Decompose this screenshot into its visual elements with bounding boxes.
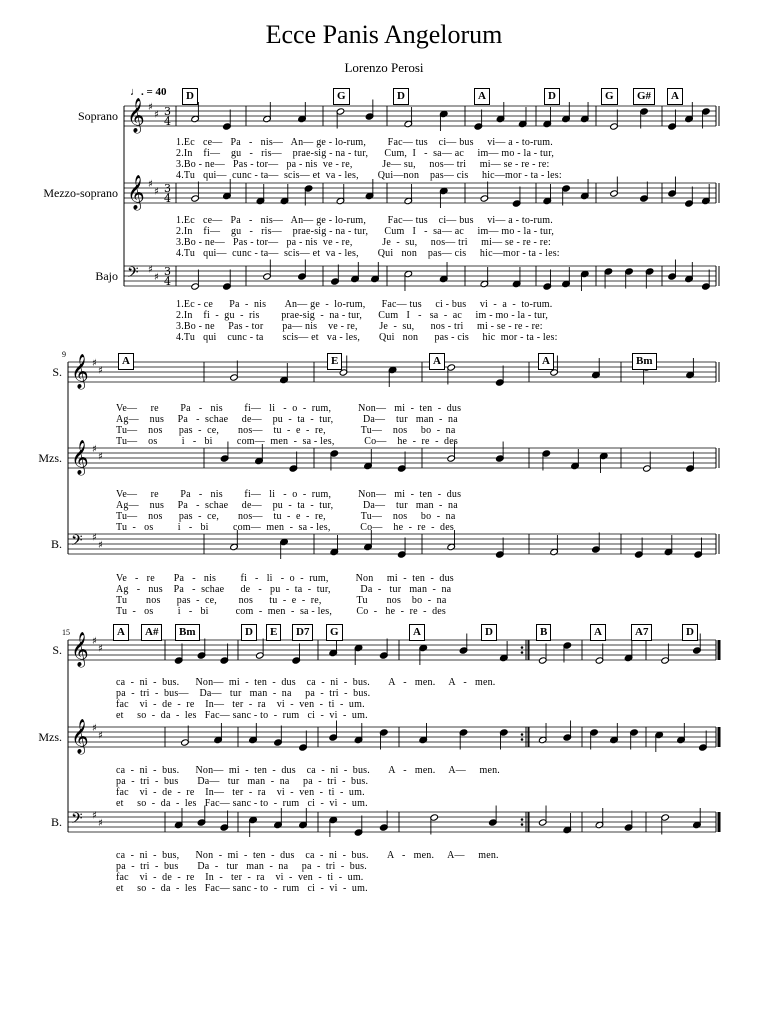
sharp-sign: ♯ bbox=[98, 365, 103, 377]
chord-symbol: A bbox=[667, 88, 683, 105]
bass-clef: 𝄢 bbox=[71, 810, 83, 831]
chord-symbol: A bbox=[590, 624, 606, 641]
lyric-line: Ag - nus Pa - schae de - pu - ta - tur, Da - tur man - na bbox=[116, 584, 452, 595]
measure-number: 9 bbox=[62, 350, 66, 359]
lyric-line: 3.Bo - ne Pas - tor pa— nis ve - re, Je - su, nos - tri mi - se - re - re: bbox=[176, 321, 543, 332]
lyric-line: 2.In fi - gu - ris prae-sig - na - tur, Cum I - sa - ac im - mo - la - tur, bbox=[176, 310, 549, 321]
chord-symbol: E bbox=[327, 353, 342, 370]
chord-symbol: A bbox=[118, 353, 134, 370]
lyric-line: ca - ni - bus, Non - mi - ten - dus ca - ni - bus. A - men. A— men. bbox=[116, 850, 499, 861]
lyric-line: ca - ni - bus. Non— mi - ten - dus ca - ni - bus. A - men. A - men. bbox=[116, 677, 496, 688]
treble-clef: 𝄞 bbox=[71, 719, 89, 754]
lyric-line: fac vi - de - re In— ter - ra vi - ven - ti - um. bbox=[116, 699, 365, 710]
sharp-sign: ♯ bbox=[92, 532, 97, 544]
repeat-dot bbox=[521, 818, 524, 821]
lyric-line: 3.Bo - ne— Pas - tor— pa - nis ve - re, Je - su, nos— tri mi— se - re - re: bbox=[176, 237, 551, 248]
chord-symbol: E bbox=[266, 624, 281, 641]
repeat-dot bbox=[521, 646, 524, 649]
time-signature: 3 bbox=[164, 105, 171, 118]
lyric-line: Tu - os i - bi com— men - sa - les, Co— he - re - des bbox=[116, 522, 454, 533]
lyric-line: Ve— re Pa - nis fi— li - o - rum, Non— mi - ten - dus bbox=[116, 403, 462, 414]
chord-symbol: D bbox=[241, 624, 257, 641]
lyric-line: 1.Ec ce— Pa - nis— An— ge - lo-rum, Fac— tus ci— bus vi— a - to-rum. bbox=[176, 137, 553, 148]
chord-symbol: B bbox=[536, 624, 551, 641]
chord-symbol: D bbox=[544, 88, 560, 105]
lyric-line: Tu— nos pas - ce, nos— tu - e - re, Tu— nos bo - na bbox=[116, 511, 456, 522]
lyric-line: Tu - os i - bi com - men - sa - les, Co - he - re - des bbox=[116, 606, 447, 617]
lyric-line: 3.Bo - ne— Pas - tor— pa - nis ve - re, Je— su, nos— tri mi— se - re - re: bbox=[176, 159, 550, 170]
treble-clef: 𝄞 bbox=[71, 440, 89, 475]
repeat-dot bbox=[521, 738, 524, 741]
chord-symbol: A bbox=[474, 88, 490, 105]
lyric-line: Ag— nus Pa - schae de— pu - ta - tur, Da— tur man - na bbox=[116, 500, 458, 511]
sharp-sign: ♯ bbox=[98, 730, 103, 742]
sharp-sign: ♯ bbox=[92, 810, 97, 822]
sharp-sign: ♯ bbox=[98, 643, 103, 655]
chord-symbol: A bbox=[429, 353, 445, 370]
lyric-line: fac vi - de - re In— ter - ra vi - ven - ti - um. bbox=[116, 787, 365, 798]
chord-symbol: A7 bbox=[631, 624, 652, 641]
lyric-line: pa - tri - bus Da— tur man - na pa - tri - bus. bbox=[116, 776, 369, 787]
tempo-marking: ♩. = 40 bbox=[130, 86, 167, 98]
time-signature: 4 bbox=[164, 192, 171, 205]
chord-symbol: D bbox=[182, 88, 198, 105]
treble-clef: 𝄞 bbox=[127, 175, 145, 210]
chord-symbol: D bbox=[393, 88, 409, 105]
lyric-line: 1.Ec ce— Pa - nis— An— ge - lo-rum, Fac— tus ci— bus vi— a - to-rum. bbox=[176, 215, 553, 226]
sharp-sign: ♯ bbox=[98, 451, 103, 463]
lyric-line: 2.In fi— gu - ris— prae-sig - na - tur, Cum I - sa— ac im— mo - la - tur, bbox=[176, 226, 555, 237]
measure-number: 15 bbox=[62, 628, 70, 637]
part-label: Mzs. bbox=[38, 730, 62, 744]
lyric-line: 2.In fi— gu - ris— prae-sig - na - tur, Cum, I - sa— ac im— mo - la - tur, bbox=[176, 148, 555, 159]
sharp-sign: ♯ bbox=[92, 358, 97, 369]
sharp-sign: ♯ bbox=[154, 186, 159, 198]
bass-clef: 𝄢 bbox=[127, 264, 139, 285]
time-signature: 3 bbox=[164, 265, 171, 278]
sharp-sign: ♯ bbox=[98, 818, 103, 829]
lyric-line: et so - da - les Fac— sanc - to - rum ci - vi - um. bbox=[116, 883, 368, 894]
lyric-line: 4.Tu qui cunc - ta scis— et va - les, Qui non pas - cis hic mor - ta - les: bbox=[176, 332, 558, 343]
score-title: Ecce Panis Angelorum bbox=[265, 20, 503, 49]
time-signature: 4 bbox=[164, 275, 171, 288]
chord-symbol: G bbox=[601, 88, 618, 105]
part-label: S. bbox=[52, 365, 62, 379]
chord-symbol: G# bbox=[633, 88, 655, 105]
chord-symbol: G bbox=[333, 88, 350, 105]
part-label: S. bbox=[52, 643, 62, 657]
lyric-line: Ag— nus Pa - schae de— pu - ta - tur, Da— tur man - na bbox=[116, 414, 458, 425]
part-label: Bajo bbox=[95, 269, 118, 283]
bass-clef: 𝄢 bbox=[71, 532, 83, 553]
sharp-sign: ♯ bbox=[98, 540, 103, 551]
treble-clef: 𝄞 bbox=[71, 354, 89, 389]
repeat-dot bbox=[521, 823, 524, 826]
lyric-line: et so - da - les Fac— sanc - to - rum ci - vi - um. bbox=[116, 710, 368, 721]
time-signature: 3 bbox=[164, 182, 171, 195]
sharp-sign: ♯ bbox=[154, 109, 159, 121]
chord-symbol: A# bbox=[141, 624, 162, 641]
lyric-line: 1.Ec - ce Pa - nis An— ge - lo-rum, Fac— tus ci - bus vi - a - to-rum. bbox=[176, 299, 553, 310]
chord-symbol: A bbox=[538, 353, 554, 370]
sharp-sign: ♯ bbox=[92, 723, 97, 734]
lyric-line: et so - da - les Fac— sanc - to - rum ci - vi - um. bbox=[116, 798, 368, 809]
lyric-line: Tu— os i - bi com— men - sa - les, Co— he - re - des bbox=[116, 436, 458, 447]
repeat-dot bbox=[521, 651, 524, 654]
lyric-line: 4.Tu qui— cunc - ta— scis— et va - les, Qui non pas— cis hic—mor - ta - les: bbox=[176, 248, 560, 259]
lyric-line: fac vi - de - re In - ter - ra vi - ven - ti - um. bbox=[116, 872, 364, 883]
lyric-line: Tu— nos pas - ce, nos— tu - e - re, Tu— nos bo - na bbox=[116, 425, 456, 436]
lyric-line: pa - tri - bus— Da— tur man - na pa - tri - bus. bbox=[116, 688, 371, 699]
sharp-sign: ♯ bbox=[148, 264, 153, 276]
lyric-line: pa - tri - bus Da - tur man - na pa - tri - bus. bbox=[116, 861, 367, 872]
chord-symbol: A bbox=[113, 624, 129, 641]
sharp-sign: ♯ bbox=[92, 636, 97, 647]
treble-clef: 𝄞 bbox=[71, 632, 89, 667]
treble-clef: 𝄞 bbox=[127, 98, 145, 133]
lyric-line: ca - ni - bus. Non— mi - ten - dus ca - ni - bus. A - men. A— men. bbox=[116, 765, 501, 776]
chord-symbol: Bm bbox=[175, 624, 200, 641]
lyric-line: Ve— re Pa - nis fi— li - o - rum, Non— mi - ten - dus bbox=[116, 489, 462, 500]
part-label: Soprano bbox=[78, 109, 118, 123]
chord-symbol: D bbox=[481, 624, 497, 641]
sharp-sign: ♯ bbox=[154, 272, 159, 283]
part-label: B. bbox=[50, 537, 62, 551]
lyric-line: 4.Tu qui— cunc - ta— scis— et va - les, Qui—non pas— cis hic—mor - ta - les: bbox=[176, 170, 562, 181]
part-label: B. bbox=[50, 815, 62, 829]
chord-symbol: D bbox=[682, 624, 698, 641]
lyric-line: Ve - re Pa - nis fi - li - o - rum, Non mi - ten - dus bbox=[116, 573, 454, 584]
chord-symbol: A bbox=[409, 624, 425, 641]
chord-symbol: Bm bbox=[632, 353, 657, 370]
chord-symbol: G bbox=[326, 624, 343, 641]
part-label: Mezzo-soprano bbox=[43, 186, 118, 200]
lyric-line: Tu nos pas - ce, nos tu - e - re, Tu nos bo - na bbox=[116, 595, 447, 606]
part-label: Mzs. bbox=[38, 451, 62, 465]
chord-symbol: D7 bbox=[292, 624, 313, 641]
sharp-sign: ♯ bbox=[148, 179, 153, 190]
repeat-dot bbox=[521, 733, 524, 736]
sharp-sign: ♯ bbox=[148, 102, 153, 113]
time-signature: 4 bbox=[164, 115, 171, 128]
sharp-sign: ♯ bbox=[92, 444, 97, 455]
composer-name: Lorenzo Perosi bbox=[344, 60, 424, 75]
